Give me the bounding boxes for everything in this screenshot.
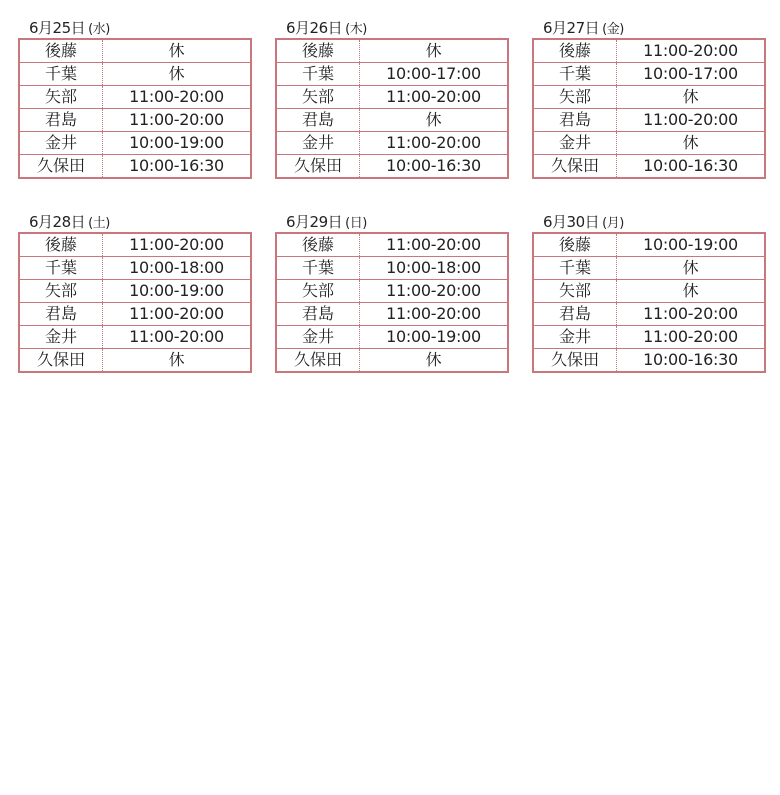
staff-name: 金井 <box>276 326 360 349</box>
day-block-0630 <box>532 212 766 373</box>
day-block-0628 <box>18 212 252 373</box>
table-row <box>533 39 765 63</box>
staff-name: 金井 <box>19 132 103 155</box>
table-row <box>276 132 508 155</box>
date-label: 6月29日 <box>286 213 343 231</box>
staff-name: 矢部 <box>533 280 617 303</box>
schedule-table <box>532 38 766 179</box>
shift-time: 10:00-17:00 <box>360 63 509 86</box>
date-label: 6月25日 <box>29 19 86 37</box>
shift-time: 10:00-17:00 <box>617 63 766 86</box>
staff-name: 後藤 <box>19 233 103 257</box>
day-heading <box>532 212 766 232</box>
date-label: 6月26日 <box>286 19 343 37</box>
schedule-table <box>18 38 252 179</box>
table-row <box>19 155 251 179</box>
shift-time: 11:00-20:00 <box>360 303 509 326</box>
table-row <box>276 63 508 86</box>
table-row <box>533 326 765 349</box>
shift-time: 11:00-20:00 <box>103 233 252 257</box>
table-row <box>19 233 251 257</box>
day-block-0629 <box>275 212 509 373</box>
table-row <box>276 39 508 63</box>
shift-time: 休 <box>425 350 442 369</box>
shift-time: 11:00-20:00 <box>360 233 509 257</box>
staff-name: 久保田 <box>533 155 617 179</box>
staff-name: 後藤 <box>533 39 617 63</box>
shift-time: 11:00-20:00 <box>103 303 252 326</box>
staff-name: 矢部 <box>19 86 103 109</box>
staff-name: 矢部 <box>19 280 103 303</box>
table-row <box>533 155 765 179</box>
day-heading <box>532 18 766 38</box>
shift-time: 11:00-20:00 <box>360 280 509 303</box>
table-row <box>533 349 765 373</box>
staff-name: 後藤 <box>276 39 360 63</box>
weekday-label: (日) <box>345 216 367 231</box>
shift-time: 11:00-20:00 <box>103 109 252 132</box>
table-row <box>276 155 508 179</box>
staff-name: 君島 <box>19 303 103 326</box>
shift-time: 休 <box>168 350 185 369</box>
table-row <box>276 280 508 303</box>
table-row <box>533 109 765 132</box>
shift-time: 11:00-20:00 <box>360 132 509 155</box>
table-row <box>533 86 765 109</box>
shift-time: 10:00-16:30 <box>129 156 224 175</box>
table-row <box>533 280 765 303</box>
schedule-table <box>532 232 766 373</box>
table-row <box>19 63 251 86</box>
staff-name: 矢部 <box>276 280 360 303</box>
day-heading <box>275 212 509 232</box>
day-heading <box>275 18 509 38</box>
shift-time: 休 <box>103 39 252 63</box>
shift-time: 10:00-16:30 <box>643 156 738 175</box>
table-row <box>19 109 251 132</box>
shift-time: 11:00-20:00 <box>617 326 766 349</box>
table-row <box>276 303 508 326</box>
shift-time: 休 <box>617 132 766 155</box>
day-block-0626 <box>275 18 509 179</box>
shift-time: 11:00-20:00 <box>103 326 252 349</box>
date-label: 6月27日 <box>543 19 600 37</box>
table-row <box>19 39 251 63</box>
staff-name: 矢部 <box>276 86 360 109</box>
staff-name: 久保田 <box>533 349 617 373</box>
date-label: 6月28日 <box>29 213 86 231</box>
staff-name: 金井 <box>533 326 617 349</box>
staff-name: 君島 <box>276 303 360 326</box>
day-block-0627 <box>532 18 766 179</box>
table-row <box>533 63 765 86</box>
shift-time: 10:00-18:00 <box>103 257 252 280</box>
shift-time: 休 <box>360 109 509 132</box>
schedule-table <box>275 38 509 179</box>
table-row <box>19 86 251 109</box>
shift-time: 休 <box>103 63 252 86</box>
shift-time: 10:00-19:00 <box>617 233 766 257</box>
staff-name: 君島 <box>533 303 617 326</box>
staff-name: 金井 <box>276 132 360 155</box>
staff-name: 金井 <box>533 132 617 155</box>
staff-name: 矢部 <box>533 86 617 109</box>
table-row <box>276 233 508 257</box>
table-row <box>19 303 251 326</box>
staff-name: 君島 <box>533 109 617 132</box>
shift-time: 10:00-19:00 <box>103 132 252 155</box>
staff-name: 後藤 <box>19 39 103 63</box>
staff-name: 久保田 <box>276 155 360 179</box>
shift-time: 11:00-20:00 <box>617 39 766 63</box>
weekday-label: (月) <box>602 216 624 231</box>
shift-time: 10:00-19:00 <box>360 326 509 349</box>
shift-time: 11:00-20:00 <box>360 86 509 109</box>
table-row <box>19 326 251 349</box>
staff-name: 千葉 <box>19 63 103 86</box>
shift-time: 11:00-20:00 <box>617 109 766 132</box>
shift-time: 11:00-20:00 <box>103 86 252 109</box>
schedule-table <box>18 232 252 373</box>
table-row <box>533 132 765 155</box>
schedule-table <box>275 232 509 373</box>
date-label: 6月30日 <box>543 213 600 231</box>
shift-time: 10:00-16:30 <box>386 156 481 175</box>
table-row <box>533 233 765 257</box>
staff-name: 千葉 <box>533 63 617 86</box>
table-row <box>276 349 508 373</box>
shift-time: 休 <box>617 280 766 303</box>
shift-time: 11:00-20:00 <box>617 303 766 326</box>
staff-name: 久保田 <box>276 349 360 373</box>
table-row <box>276 86 508 109</box>
shift-time: 10:00-19:00 <box>103 280 252 303</box>
staff-name: 久保田 <box>19 155 103 179</box>
weekday-label: (金) <box>602 22 624 37</box>
staff-name: 千葉 <box>19 257 103 280</box>
table-row <box>276 257 508 280</box>
staff-name: 久保田 <box>19 349 103 373</box>
staff-name: 千葉 <box>276 63 360 86</box>
shift-time: 休 <box>360 39 509 63</box>
staff-name: 千葉 <box>533 257 617 280</box>
table-row <box>19 280 251 303</box>
day-block-0625 <box>18 18 252 179</box>
staff-name: 君島 <box>19 109 103 132</box>
staff-name: 後藤 <box>276 233 360 257</box>
table-row <box>19 349 251 373</box>
shift-time: 休 <box>617 86 766 109</box>
staff-name: 後藤 <box>533 233 617 257</box>
table-row <box>19 257 251 280</box>
shift-time: 10:00-16:30 <box>643 350 738 369</box>
weekday-label: (木) <box>345 22 367 37</box>
weekday-label: (土) <box>88 216 110 231</box>
shift-time: 10:00-18:00 <box>360 257 509 280</box>
table-row <box>533 303 765 326</box>
day-heading <box>18 212 252 232</box>
staff-name: 金井 <box>19 326 103 349</box>
day-heading <box>18 18 252 38</box>
weekday-label: (水) <box>88 22 110 37</box>
staff-name: 千葉 <box>276 257 360 280</box>
shift-time: 休 <box>617 257 766 280</box>
table-row <box>19 132 251 155</box>
table-row <box>533 257 765 280</box>
staff-name: 君島 <box>276 109 360 132</box>
table-row <box>276 109 508 132</box>
table-row <box>276 326 508 349</box>
